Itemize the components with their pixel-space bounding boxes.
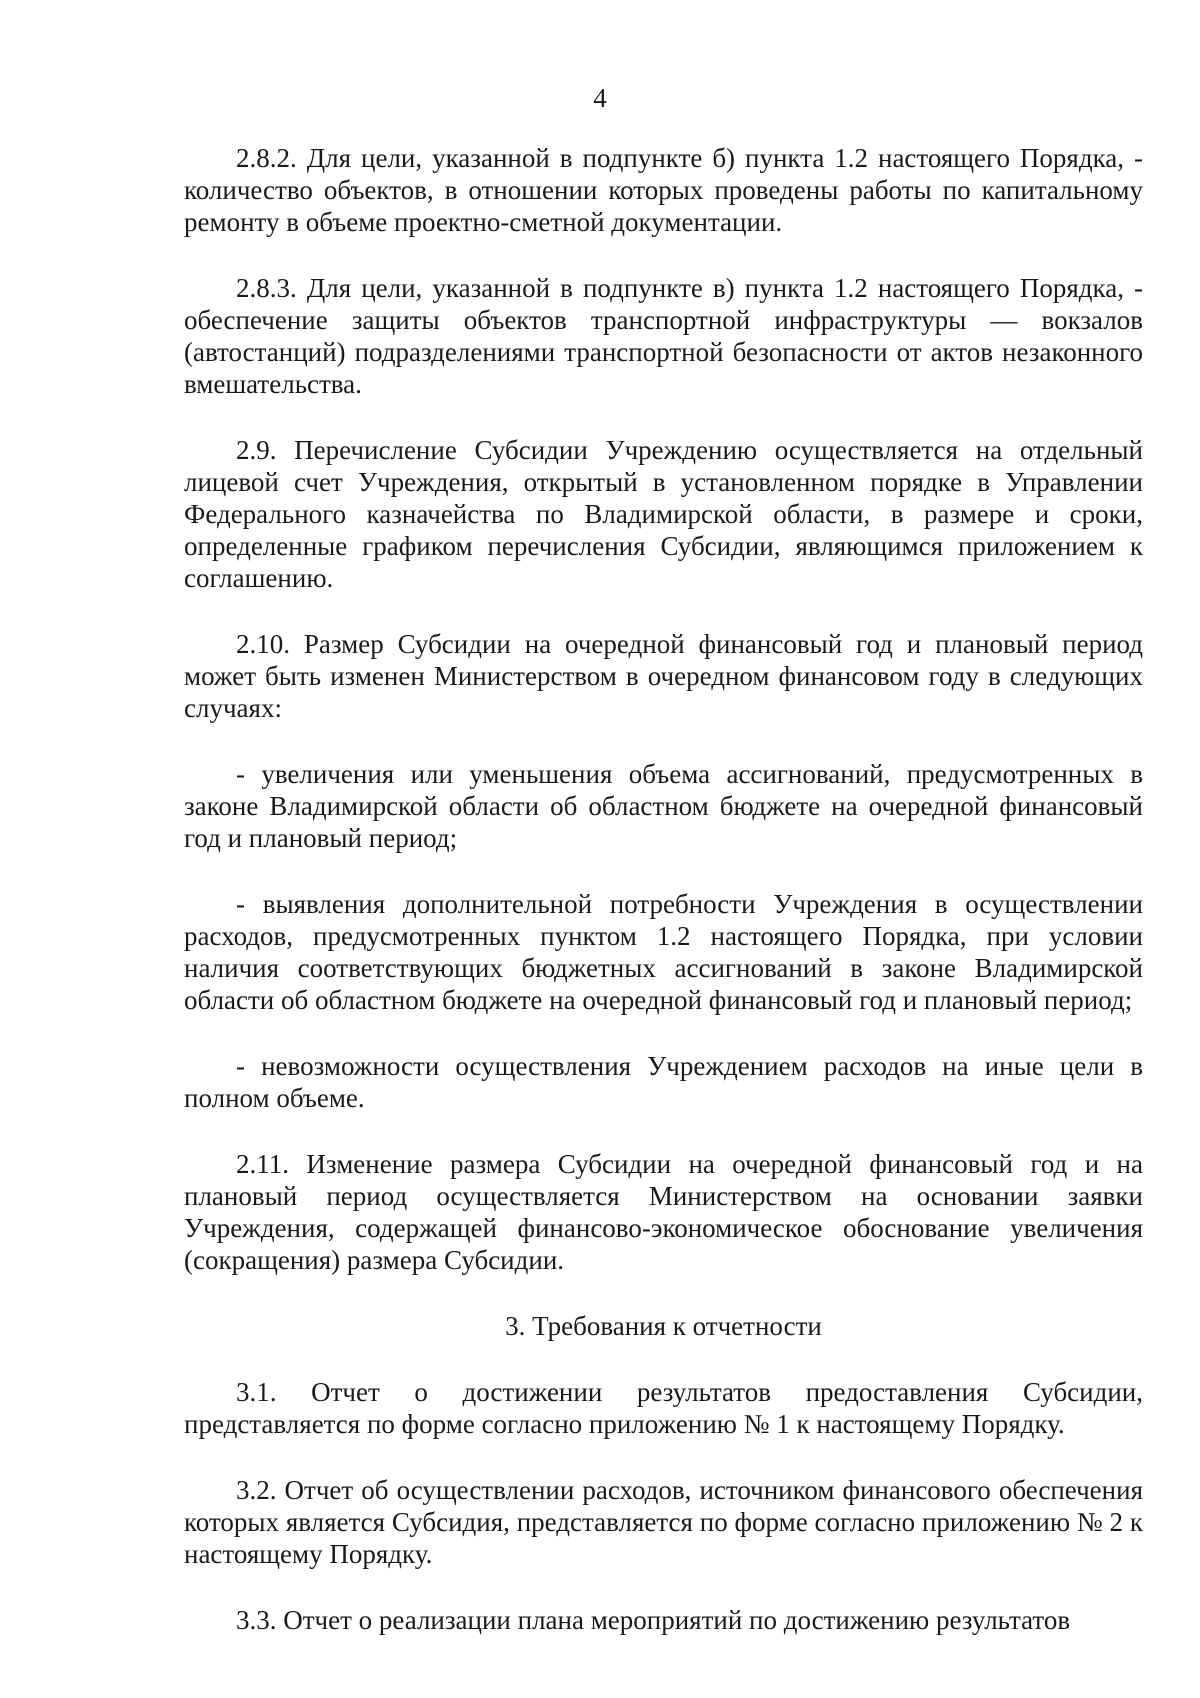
paragraph-2-8-3: 2.8.3. Для цели, указанной в подпункте в) пункта 1.2 настоящего Порядка, - обеспечение защиты объектов транспортной инфраструктуры — вокзалов (автостанций) подразделениями транспортной безопасности от актов незаконного вмешательства. — [184, 273, 1143, 399]
list-item-additional-need: - выявления дополнительной потребности Учреждения в осуществлении расходов, предусмотренных пунктом 1.2 настоящего Порядка, при условии наличия соответствующих бюджетных ассигнований в законе Владимирской области об областном бюджете на очередной финансовый год и плановый период; — [184, 889, 1143, 1015]
document-body — [184, 142, 1143, 1670]
paragraph-2-8-2: 2.8.2. Для цели, указанной в подпункте б) пункта 1.2 настоящего Порядка, - количество объектов, в отношении которых проведены работы по капитальному ремонту в объеме проектно-сметной документации. — [184, 143, 1143, 237]
paragraph-3-3: 3.3. Отчет о реализации плана мероприятий по достижению результатов — [236, 1605, 1071, 1635]
paragraph-2-10: 2.10. Размер Субсидии на очередной финансовый год и плановый период может быть изменен Министерством в очередном финансовом году в следующих случаях: — [184, 629, 1143, 723]
page-number: 4 — [593, 83, 607, 113]
list-item-impossibility: - невозможности осуществления Учреждением расходов на иные цели в полном объеме. — [184, 1051, 1143, 1113]
paragraph-2-11: 2.11. Изменение размера Субсидии на очередной финансовый год и на плановый период осуществляется Министерством на основании заявки Учреждения, содержащей финансово-экономическое обоснование увеличения (сокращения) размера Субсидии. — [184, 1149, 1143, 1275]
section-heading: 3. Требования к отчетности — [505, 1311, 822, 1341]
list-item-increase-decrease: - увеличения или уменьшения объема ассигнований, предусмотренных в законе Владимирской области об областном бюджете на очередной финансовый год и плановый период; — [184, 759, 1143, 853]
paragraph-3-1: 3.1. Отчет о достижении результатов предоставления Субсидии, представляется по форме согласно приложению № 1 к настоящему Порядку. — [184, 1377, 1143, 1439]
paragraph-2-9: 2.9. Перечисление Субсидии Учреждению осуществляется на отдельный лицевой счет Учреждения, открытый в установленном порядке в Управлении Федерального казначейства по Владимирской области, в размере и сроки, определенные графиком перечисления Субсидии, являющимся приложением к соглашению. — [184, 435, 1143, 593]
paragraph-3-2: 3.2. Отчет об осуществлении расходов, источником финансового обеспечения которых является Субсидия, представляется по форме согласно приложению № 2 к настоящему Порядку. — [184, 1475, 1143, 1569]
